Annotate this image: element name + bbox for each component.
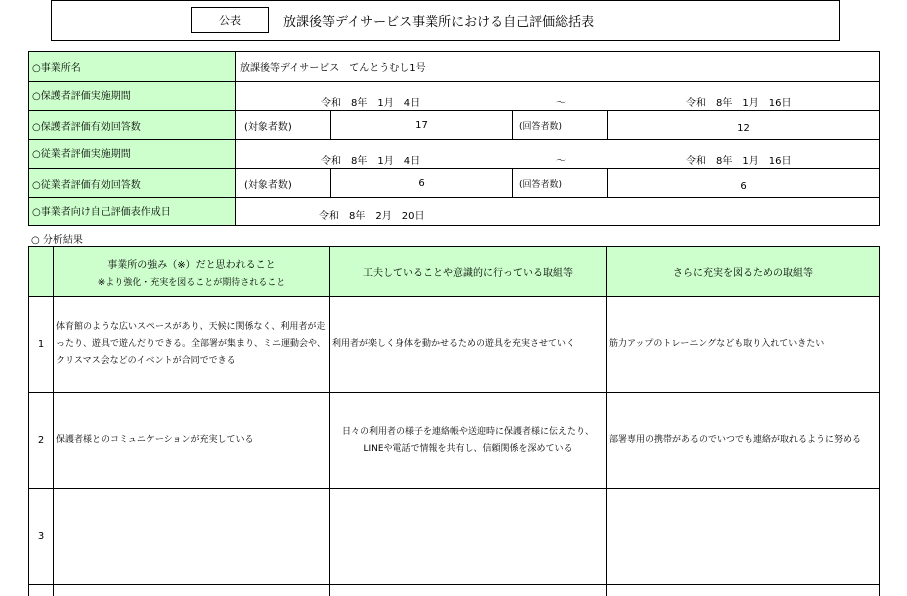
staff-count-row [28,168,880,197]
row-2-strength [54,393,329,488]
staff-target-label: (対象者数) [244,179,292,191]
row-1-strength [54,297,329,392]
guardian-period-label: ○保護者評価実施期間 [29,82,236,110]
header-strength-label: 事業所の強み（※）だと思われること [107,259,276,271]
header-effort [330,247,606,296]
created-date-value: 令和 8年 2月 20日 [319,211,425,222]
staff-period-row [28,139,880,168]
analysis-section-title: ○ 分析結果 [31,235,83,246]
header-improve [607,247,879,296]
row-1-improve [607,297,879,392]
row-2-improve-text: 部署専用の携帯があるのでいつでも連絡が取れるように努める [609,435,862,445]
row-3-improve [607,489,879,584]
row-3-number: 3 [37,531,45,542]
staff-respondent-value: 6 [740,180,747,192]
guardian-target-label: (対象者数) [244,121,292,133]
guardian-period-row [28,81,880,110]
created-date-row [28,197,880,226]
row-1-improve-text: 筋力アップのトレーニングなども取り入れていきたい [609,339,825,349]
guardian-target-value: 17 [415,119,428,131]
staff-period-separator: ～ [556,155,566,167]
header-improve-label: さらに充実を図るための取組等 [673,268,813,279]
row-2-strength-text: 保護者様とのコミュニケーションが充実している [56,435,254,445]
guardian-respondent-value: 12 [737,122,750,134]
office-name-value: 放課後等デイサービス てんとうむし1号 [240,63,426,74]
guardian-count-row [28,110,880,139]
row-1-number: 1 [37,339,45,350]
row-2-effort [330,393,606,488]
staff-period-start: 令和 8年 1月 4日 [321,155,421,167]
staff-count-label: ○従業者評価有効回答数 [29,169,236,197]
row-1-strength-text: 体育館のような広いスペースがあり、天候に関係なく、利用者が走ったり、遊具で遊んだりできる。全部署が集まり、ミニ運動会や、クリスマス会などのイベントが合同でできる [56,322,326,366]
staff-period-end: 令和 8年 1月 16日 [686,155,792,167]
row-2-effort-text: 日々の利用者の様子を連絡帳や送迎時に保護者様に伝えたり、LINEや電話で情報を共有し、信頼関係を深めている [341,426,594,454]
header-effort-label: 工夫していることや意識的に行っている取組等 [363,268,573,279]
header-number-cell [29,247,53,296]
info-grid [28,51,880,226]
staff-period-label: ○従業者評価実施期間 [29,140,236,168]
guardian-period-separator: ～ [556,97,566,109]
created-date-label: ○事業者向け自己評価表作成日 [29,198,236,225]
staff-respondent-label: (回答者数) [519,179,563,190]
guardian-period-start: 令和 8年 1月 4日 [321,97,421,109]
row-1-effort [330,297,606,392]
header-strength [54,247,329,296]
row-1-effort-text: 利用者が楽しく身体を動かせるための遊具を充実させていく [332,339,576,349]
header-strength-note: ※より強化・充実を図ることが期待されること [97,277,286,288]
staff-target-value: 6 [418,177,425,189]
guardian-period-end: 令和 8年 1月 16日 [686,97,792,109]
row-2-number: 2 [37,435,45,446]
analysis-table [28,246,880,596]
public-badge: 公表 [191,7,269,33]
guardian-respondent-label: (回答者数) [519,121,563,132]
row-3-effort [330,489,606,584]
guardian-count-label: ○保護者評価有効回答数 [29,111,236,139]
page-title: 放課後等デイサービス事業所における自己評価総括表 [283,15,595,30]
row-2-improve [607,393,879,488]
office-name-label: ○事業所名 [29,52,236,81]
office-name-row [28,51,880,81]
row-3-strength [54,489,329,584]
